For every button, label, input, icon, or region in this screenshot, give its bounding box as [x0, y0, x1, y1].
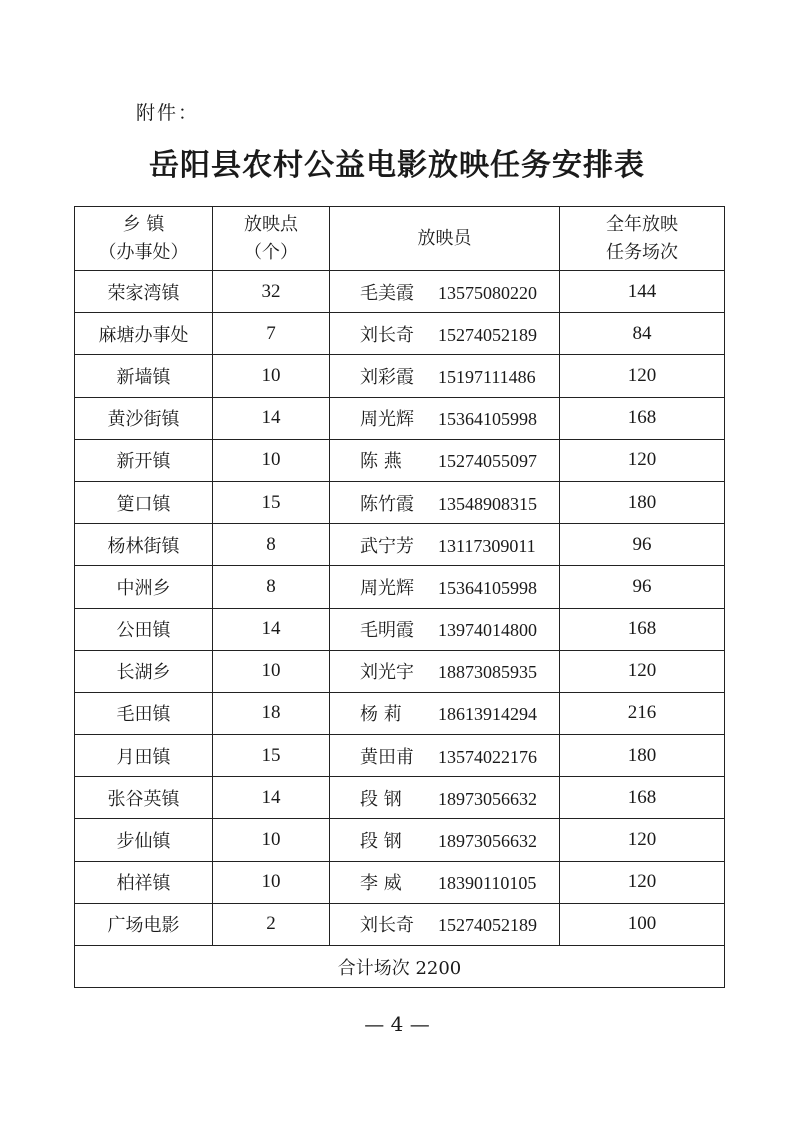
cell-tasks: 84 [560, 313, 725, 355]
cell-points: 14 [213, 608, 330, 650]
total-cell: 合计场次 2200 [75, 946, 725, 988]
projectionist-name: 黄田甫 [360, 746, 414, 768]
table-row [75, 355, 725, 397]
cell-tasks: 144 [560, 271, 725, 313]
projectionist-name: 周光辉 [360, 577, 414, 599]
cell-points: 2 [213, 903, 330, 945]
cell-projectionist [330, 271, 560, 313]
cell-town: 杨林街镇 [75, 524, 213, 566]
cell-points: 32 [213, 271, 330, 313]
table-row [75, 566, 725, 608]
table-row [75, 861, 725, 903]
cell-tasks: 216 [560, 692, 725, 734]
projectionist-name: 陈 燕 [360, 451, 402, 473]
header-town-line2: （办事处） [98, 241, 189, 263]
table-row [75, 903, 725, 945]
cell-tasks: 180 [560, 735, 725, 777]
table-row [75, 313, 725, 355]
cell-projectionist [330, 566, 560, 608]
cell-town: 黄沙街镇 [75, 397, 213, 439]
cell-points: 14 [213, 777, 330, 819]
task-table [74, 206, 725, 988]
table-row [75, 271, 725, 313]
cell-points: 10 [213, 861, 330, 903]
projectionist-phone: 13575080220 [438, 282, 537, 303]
projectionist-name: 杨 莉 [360, 704, 402, 726]
projectionist-name: 陈竹霞 [360, 493, 414, 515]
cell-tasks: 180 [560, 481, 725, 523]
cell-projectionist [330, 355, 560, 397]
projectionist-name: 李 威 [360, 873, 402, 895]
header-tasks-line2: 任务场次 [606, 241, 678, 263]
cell-points: 8 [213, 524, 330, 566]
total-row [75, 946, 725, 988]
cell-projectionist [330, 692, 560, 734]
header-tasks-line1: 全年放映 [606, 213, 678, 235]
cell-projectionist [330, 650, 560, 692]
cell-town: 公田镇 [75, 608, 213, 650]
cell-town: 毛田镇 [75, 692, 213, 734]
table-row [75, 819, 725, 861]
cell-points: 10 [213, 650, 330, 692]
table-row [75, 608, 725, 650]
header-town [75, 207, 213, 271]
cell-town: 广场电影 [75, 903, 213, 945]
projectionist-name: 段 钢 [360, 788, 402, 810]
attachment-label: 附件： [136, 102, 200, 124]
cell-town: 长湖乡 [75, 650, 213, 692]
cell-tasks: 120 [560, 355, 725, 397]
projectionist-phone: 13974014800 [438, 620, 537, 641]
cell-projectionist [330, 608, 560, 650]
projectionist-name: 刘长奇 [360, 324, 414, 346]
cell-projectionist [330, 524, 560, 566]
table-row [75, 777, 725, 819]
cell-projectionist [330, 397, 560, 439]
projectionist-phone: 18973056632 [438, 788, 537, 809]
projectionist-phone: 18390110105 [438, 873, 537, 894]
page-number: — 4 — [364, 1012, 430, 1036]
cell-tasks: 120 [560, 650, 725, 692]
projectionist-phone: 13548908315 [438, 493, 537, 514]
cell-points: 10 [213, 819, 330, 861]
cell-points: 15 [213, 735, 330, 777]
projectionist-name: 毛明霞 [360, 620, 414, 642]
table-row [75, 524, 725, 566]
header-points-line2: （个） [244, 241, 298, 263]
cell-town: 步仙镇 [75, 819, 213, 861]
header-tasks [560, 207, 725, 271]
table-header-row [75, 207, 725, 271]
cell-tasks: 168 [560, 397, 725, 439]
projectionist-phone: 15364105998 [438, 409, 537, 430]
cell-projectionist [330, 313, 560, 355]
table-row [75, 650, 725, 692]
projectionist-name: 刘彩霞 [360, 366, 414, 388]
projectionist-phone: 15364105998 [438, 577, 537, 598]
page-title: 岳阳县农村公益电影放映任务安排表 [149, 148, 645, 183]
cell-projectionist [330, 861, 560, 903]
table-row [75, 692, 725, 734]
projectionist-name: 刘光宇 [360, 662, 414, 684]
cell-town: 麻塘办事处 [75, 313, 213, 355]
cell-projectionist [330, 819, 560, 861]
projectionist-phone: 15274052189 [438, 324, 537, 345]
cell-town: 新墙镇 [75, 355, 213, 397]
cell-tasks: 96 [560, 524, 725, 566]
cell-points: 18 [213, 692, 330, 734]
cell-projectionist [330, 903, 560, 945]
table-row [75, 481, 725, 523]
cell-tasks: 168 [560, 777, 725, 819]
cell-tasks: 100 [560, 903, 725, 945]
table-row [75, 439, 725, 481]
cell-projectionist [330, 735, 560, 777]
cell-projectionist [330, 481, 560, 523]
cell-town: 月田镇 [75, 735, 213, 777]
cell-tasks: 96 [560, 566, 725, 608]
cell-points: 14 [213, 397, 330, 439]
cell-town: 柏祥镇 [75, 861, 213, 903]
table-row [75, 397, 725, 439]
cell-points: 10 [213, 439, 330, 481]
cell-tasks: 120 [560, 861, 725, 903]
cell-town: 新开镇 [75, 439, 213, 481]
projectionist-phone: 13117309011 [438, 535, 536, 556]
projectionist-name: 刘长奇 [360, 915, 414, 937]
cell-town: 荣家湾镇 [75, 271, 213, 313]
header-points [213, 207, 330, 271]
cell-points: 7 [213, 313, 330, 355]
cell-town: 筻口镇 [75, 481, 213, 523]
projectionist-phone: 18873085935 [438, 662, 537, 683]
projectionist-phone: 13574022176 [438, 746, 537, 767]
projectionist-phone: 18973056632 [438, 831, 537, 852]
cell-projectionist [330, 777, 560, 819]
projectionist-name: 段 钢 [360, 831, 402, 853]
cell-projectionist [330, 439, 560, 481]
projectionist-name: 周光辉 [360, 409, 414, 431]
projectionist-phone: 15274052189 [438, 915, 537, 936]
cell-tasks: 120 [560, 439, 725, 481]
cell-tasks: 120 [560, 819, 725, 861]
projectionist-phone: 15197111486 [438, 366, 536, 387]
projectionist-phone: 15274055097 [438, 451, 537, 472]
header-town-line1: 乡 镇 [122, 213, 165, 235]
table-row [75, 735, 725, 777]
header-points-line1: 放映点 [244, 213, 298, 235]
cell-town: 中洲乡 [75, 566, 213, 608]
header-projectionist: 放映员 [330, 207, 560, 271]
projectionist-phone: 18613914294 [438, 704, 537, 725]
cell-points: 15 [213, 481, 330, 523]
cell-points: 10 [213, 355, 330, 397]
cell-points: 8 [213, 566, 330, 608]
projectionist-name: 武宁芳 [360, 535, 414, 557]
cell-tasks: 168 [560, 608, 725, 650]
cell-town: 张谷英镇 [75, 777, 213, 819]
projectionist-name: 毛美霞 [360, 282, 414, 304]
